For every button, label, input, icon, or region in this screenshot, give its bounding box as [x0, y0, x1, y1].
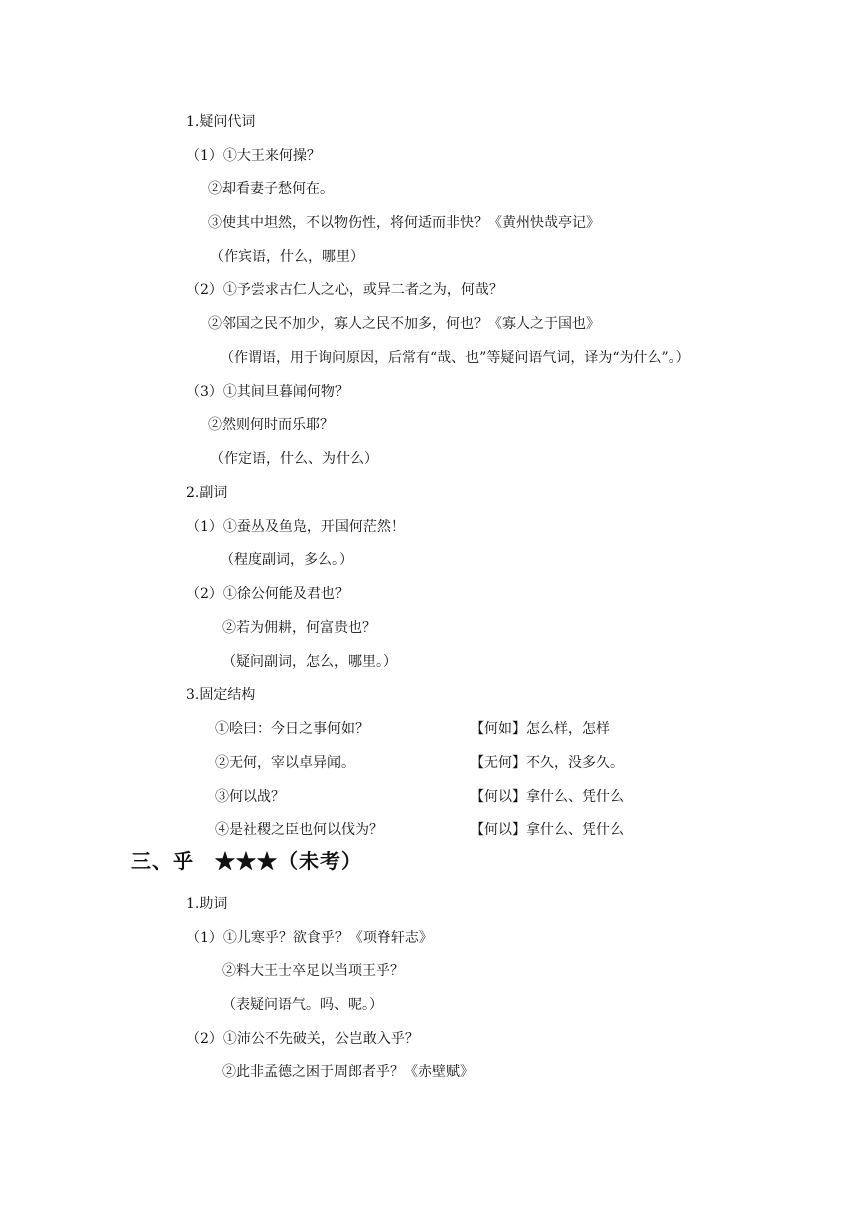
- example-line: （1）①蚕丛及鱼凫，开国何茫然！: [186, 519, 405, 535]
- subsection-title-particle: 1.助词: [186, 896, 228, 912]
- usage-note: （作谓语，用于询问原因，后常有“哉、也”等疑问语气词，译为“为什么”。）: [220, 350, 690, 366]
- fixed-example: ①哙曰：今日之事何如？: [215, 721, 369, 737]
- fixed-gloss: 【无何】不久，没多久。: [470, 755, 624, 771]
- example-line: ②邻国之民不加少，寡人之民不加多，何也？《寡人之于国也》: [208, 316, 600, 332]
- fixed-example: ②无何，宰以卓异闻。: [215, 755, 355, 771]
- subsection-title-fixed: 3.固定结构: [186, 687, 256, 703]
- example-line: ②然则何时而乐耶？: [208, 417, 334, 433]
- example-line: ②料大王士卒足以当项王乎？: [222, 963, 404, 979]
- example-line: （3）①其间旦暮闻何物？: [186, 384, 349, 400]
- example-line: ③使其中坦然，不以物伤性，将何适而非快？《黄州快哉亭记》: [208, 215, 600, 231]
- usage-note: （疑问副词，怎么，哪里。）: [222, 654, 397, 670]
- usage-note: （作定语，什么、为什么）: [210, 451, 378, 467]
- example-line: ②此非孟德之困于周郎者乎？《赤壁赋》: [222, 1064, 474, 1080]
- usage-note: （程度副词，多么。）: [220, 552, 353, 568]
- subsection-title-adverb: 2.副词: [186, 485, 228, 501]
- example-line: （2）①徐公何能及君也？: [186, 586, 349, 602]
- subsection-title-pronoun: 1.疑问代词: [186, 114, 256, 130]
- fixed-gloss: 【何以】拿什么、凭什么: [470, 822, 624, 838]
- fixed-example: ④是社稷之臣也何以伐为？: [215, 822, 383, 838]
- example-line: （2）①予尝求古仁人之心，或异二者之为，何哉？: [186, 282, 503, 298]
- example-line: ②若为佣耕，何富贵也？: [222, 620, 376, 636]
- example-line: （1）①大王来何操？: [186, 148, 321, 164]
- example-line: ②却看妻子愁何在。: [208, 181, 334, 197]
- example-line: （1）①儿寒乎？欲食乎？《项脊轩志》: [186, 930, 433, 946]
- usage-note: （作宾语，什么，哪里）: [210, 249, 364, 265]
- fixed-example: ③何以战？: [215, 789, 285, 805]
- fixed-gloss: 【何如】怎么样，怎样: [470, 721, 610, 737]
- fixed-gloss: 【何以】拿什么、凭什么: [470, 789, 624, 805]
- usage-note: （表疑问语气。吗、呢。）: [222, 997, 383, 1013]
- section-heading-hu: 三、乎 ★★★（未考）: [131, 849, 362, 873]
- example-line: （2）①沛公不先破关，公岂敢入乎？: [186, 1031, 419, 1047]
